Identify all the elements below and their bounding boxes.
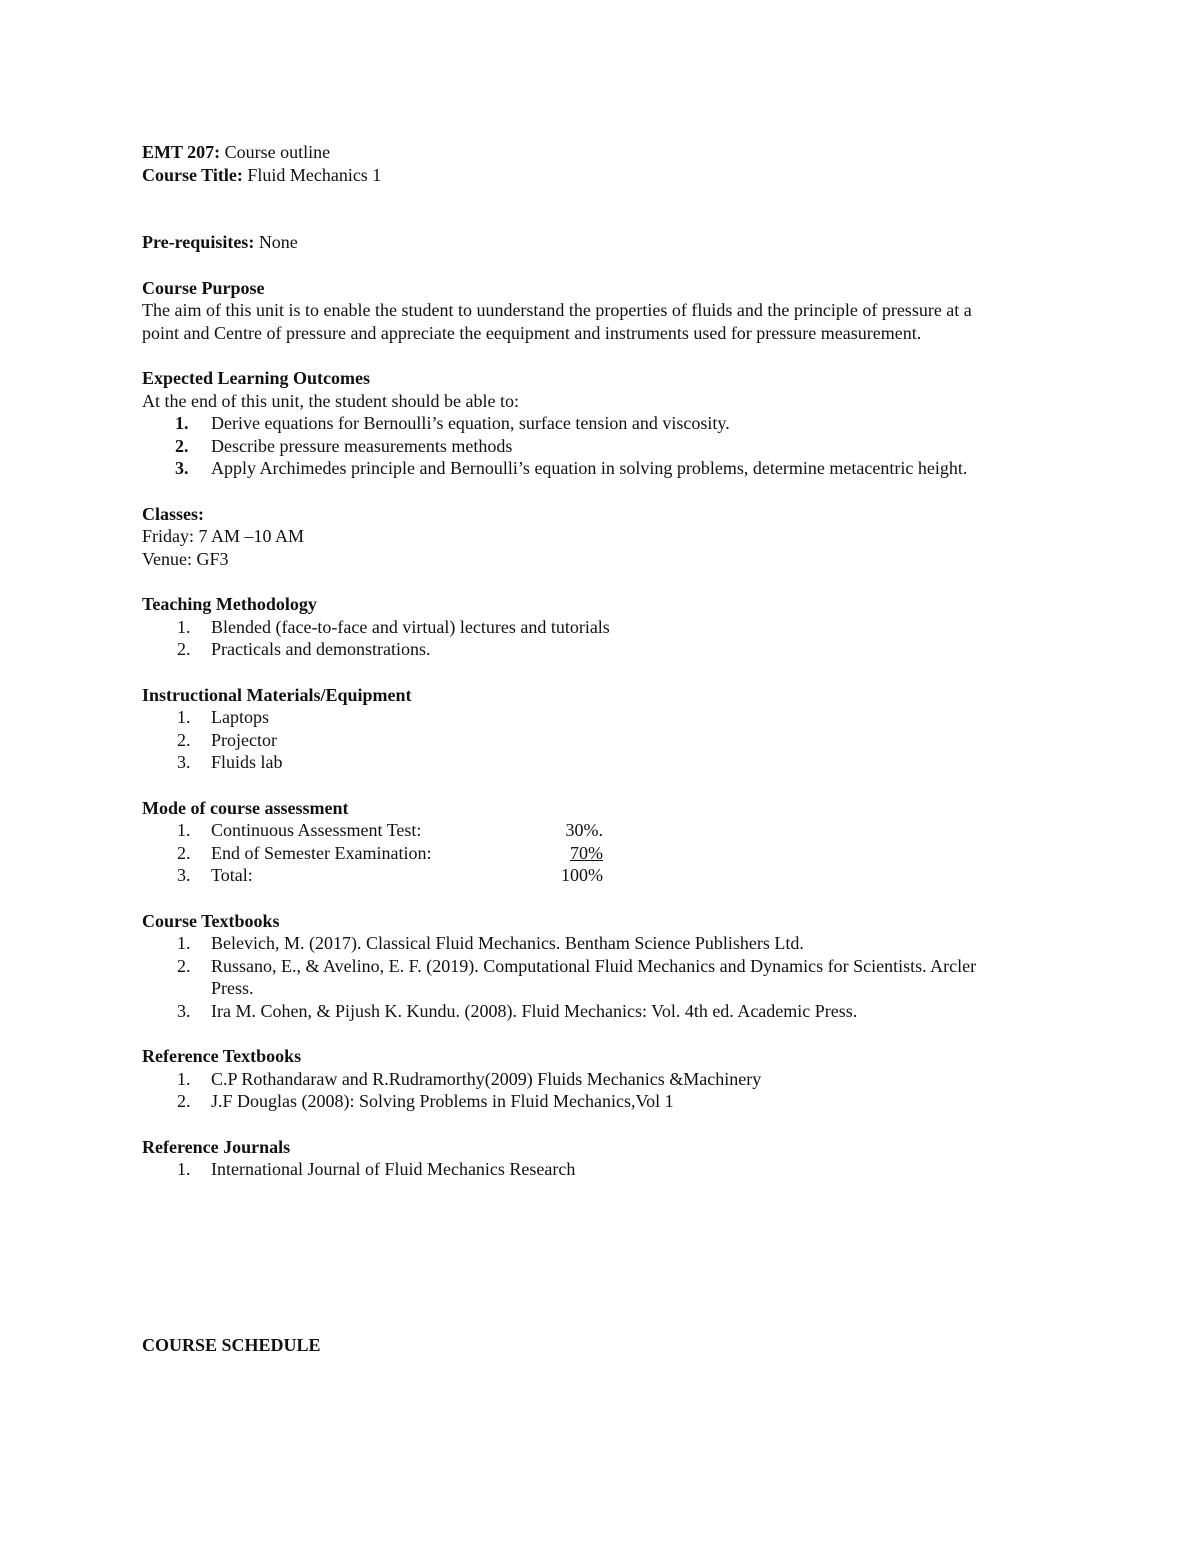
- list-number: 2.: [177, 639, 191, 659]
- list-text-continuation: Press.: [211, 978, 254, 998]
- assessment-label: Continuous Assessment Test:: [211, 820, 422, 840]
- list-item: [142, 955, 1072, 1000]
- list-item: [142, 864, 1072, 887]
- course-code-label: EMT 207:: [142, 142, 221, 162]
- list-number: 2.: [177, 729, 191, 750]
- list-text: Describe pressure measurements methods: [211, 435, 513, 456]
- list-item: [142, 638, 1072, 661]
- reference-textbooks-heading: Reference Textbooks: [142, 1046, 302, 1066]
- assessment-value: 30%.: [565, 820, 603, 840]
- list-text: International Journal of Fluid Mechanics Research: [211, 1159, 576, 1179]
- course-code-value: Course outline: [220, 142, 331, 162]
- list-item: [142, 1000, 1072, 1023]
- course-purpose-heading: Course Purpose: [142, 277, 265, 298]
- list-item: [142, 616, 1072, 639]
- learning-outcomes-intro: At the end of this unit, the student should be able to:: [142, 390, 519, 411]
- list-number: 1.: [177, 1159, 191, 1179]
- list-item: [142, 751, 1072, 774]
- learning-outcomes-list: [142, 412, 1072, 480]
- reference-textbooks-list: [142, 1068, 1072, 1113]
- list-item: [142, 1090, 1072, 1113]
- list-item: [142, 819, 1072, 842]
- list-number: 3.: [177, 752, 191, 772]
- list-text: Derive equations for Bernoulli’s equation, surface tension and viscosity.: [211, 413, 730, 433]
- list-text: Projector: [211, 729, 277, 750]
- assessment-value: 70%: [570, 842, 603, 863]
- list-item: [142, 1068, 1072, 1091]
- teaching-methodology-heading: Teaching Methodology: [142, 594, 317, 614]
- list-number: 3.: [177, 1000, 191, 1021]
- list-text: Laptops: [211, 707, 269, 727]
- materials-heading: Instructional Materials/Equipment: [142, 684, 412, 705]
- prerequisites-label: Pre-requisites:: [142, 232, 255, 252]
- list-number: 1.: [177, 820, 191, 840]
- learning-outcomes-heading: Expected Learning Outcomes: [142, 368, 370, 388]
- course-title-line: [142, 164, 1072, 187]
- course-textbooks-list: [142, 932, 1072, 1022]
- list-number: 2.: [177, 842, 191, 863]
- list-item: [142, 1158, 1072, 1181]
- assessment-value: 100%: [561, 865, 603, 885]
- prerequisites-value: None: [254, 232, 298, 252]
- list-number: 1.: [175, 413, 189, 433]
- list-item: [142, 412, 1072, 435]
- list-number: 2.: [177, 955, 191, 976]
- course-title-value: Fluid Mechanics 1: [242, 164, 382, 185]
- classes-time: Friday: 7 AM –10 AM: [142, 526, 305, 546]
- reference-journals-list: [142, 1158, 1072, 1181]
- classes-venue: Venue: GF3: [142, 548, 229, 569]
- course-title-label: Course Title:: [142, 164, 243, 185]
- course-outline-page: [142, 141, 1072, 1181]
- list-number: 2.: [177, 1091, 191, 1111]
- assessment-heading: Mode of course assessment: [142, 797, 349, 818]
- list-number: 1.: [177, 1068, 191, 1089]
- list-number: 2.: [175, 435, 189, 456]
- list-text: Belevich, M. (2017). Classical Fluid Mechanics. Bentham Science Publishers Ltd.: [211, 933, 804, 953]
- list-text: Apply Archimedes principle and Bernoulli’s equation in solving problems, determine metacentric height.: [211, 458, 968, 478]
- list-number: 1.: [177, 707, 191, 727]
- list-number: 3.: [177, 865, 191, 885]
- list-text: J.F Douglas (2008): Solving Problems in Fluid Mechanics,Vol 1: [211, 1091, 674, 1111]
- list-text: Russano, E., & Avelino, E. F. (2019). Computational Fluid Mechanics and Dynamics for Scientists. Arcler: [211, 955, 977, 976]
- list-text: Fluids lab: [211, 752, 283, 772]
- list-text: Blended (face-to-face and virtual) lectures and tutorials: [211, 616, 610, 637]
- teaching-methodology-list: [142, 616, 1072, 661]
- list-item: [142, 842, 1072, 865]
- materials-list: [142, 706, 1072, 774]
- list-text: Ira M. Cohen, & Pijush K. Kundu. (2008). Fluid Mechanics: Vol. 4th ed. Academic Press.: [211, 1000, 858, 1021]
- course-textbooks-heading: Course Textbooks: [142, 910, 280, 931]
- assessment-label: Total:: [211, 865, 253, 885]
- reference-journals-heading: Reference Journals: [142, 1136, 291, 1157]
- list-item: [142, 435, 1072, 458]
- assessment-label: End of Semester Examination:: [211, 842, 432, 863]
- list-number: 1.: [177, 933, 191, 953]
- list-item: [142, 729, 1072, 752]
- list-item: [142, 932, 1072, 955]
- list-text: C.P Rothandaraw and R.Rudramorthy(2009) Fluids Mechanics &Machinery: [211, 1068, 762, 1089]
- course-code-line: [142, 141, 1072, 164]
- course-purpose-line-2: point and Centre of pressure and appreciate the eequipment and instruments used for pressure measurement.: [142, 322, 922, 343]
- assessment-list: [142, 819, 1072, 887]
- course-purpose-line-1: The aim of this unit is to enable the student to uunderstand the properties of fluids and the principle of pressure at a: [142, 300, 972, 320]
- list-item: [142, 457, 1072, 480]
- classes-heading: Classes:: [142, 503, 204, 524]
- course-schedule-heading: COURSE SCHEDULE: [142, 1335, 321, 1355]
- prerequisites-line: [142, 231, 1072, 254]
- list-number: 3.: [175, 458, 189, 478]
- list-item: [142, 706, 1072, 729]
- list-text: Practicals and demonstrations.: [211, 639, 431, 659]
- list-number: 1.: [177, 616, 191, 637]
